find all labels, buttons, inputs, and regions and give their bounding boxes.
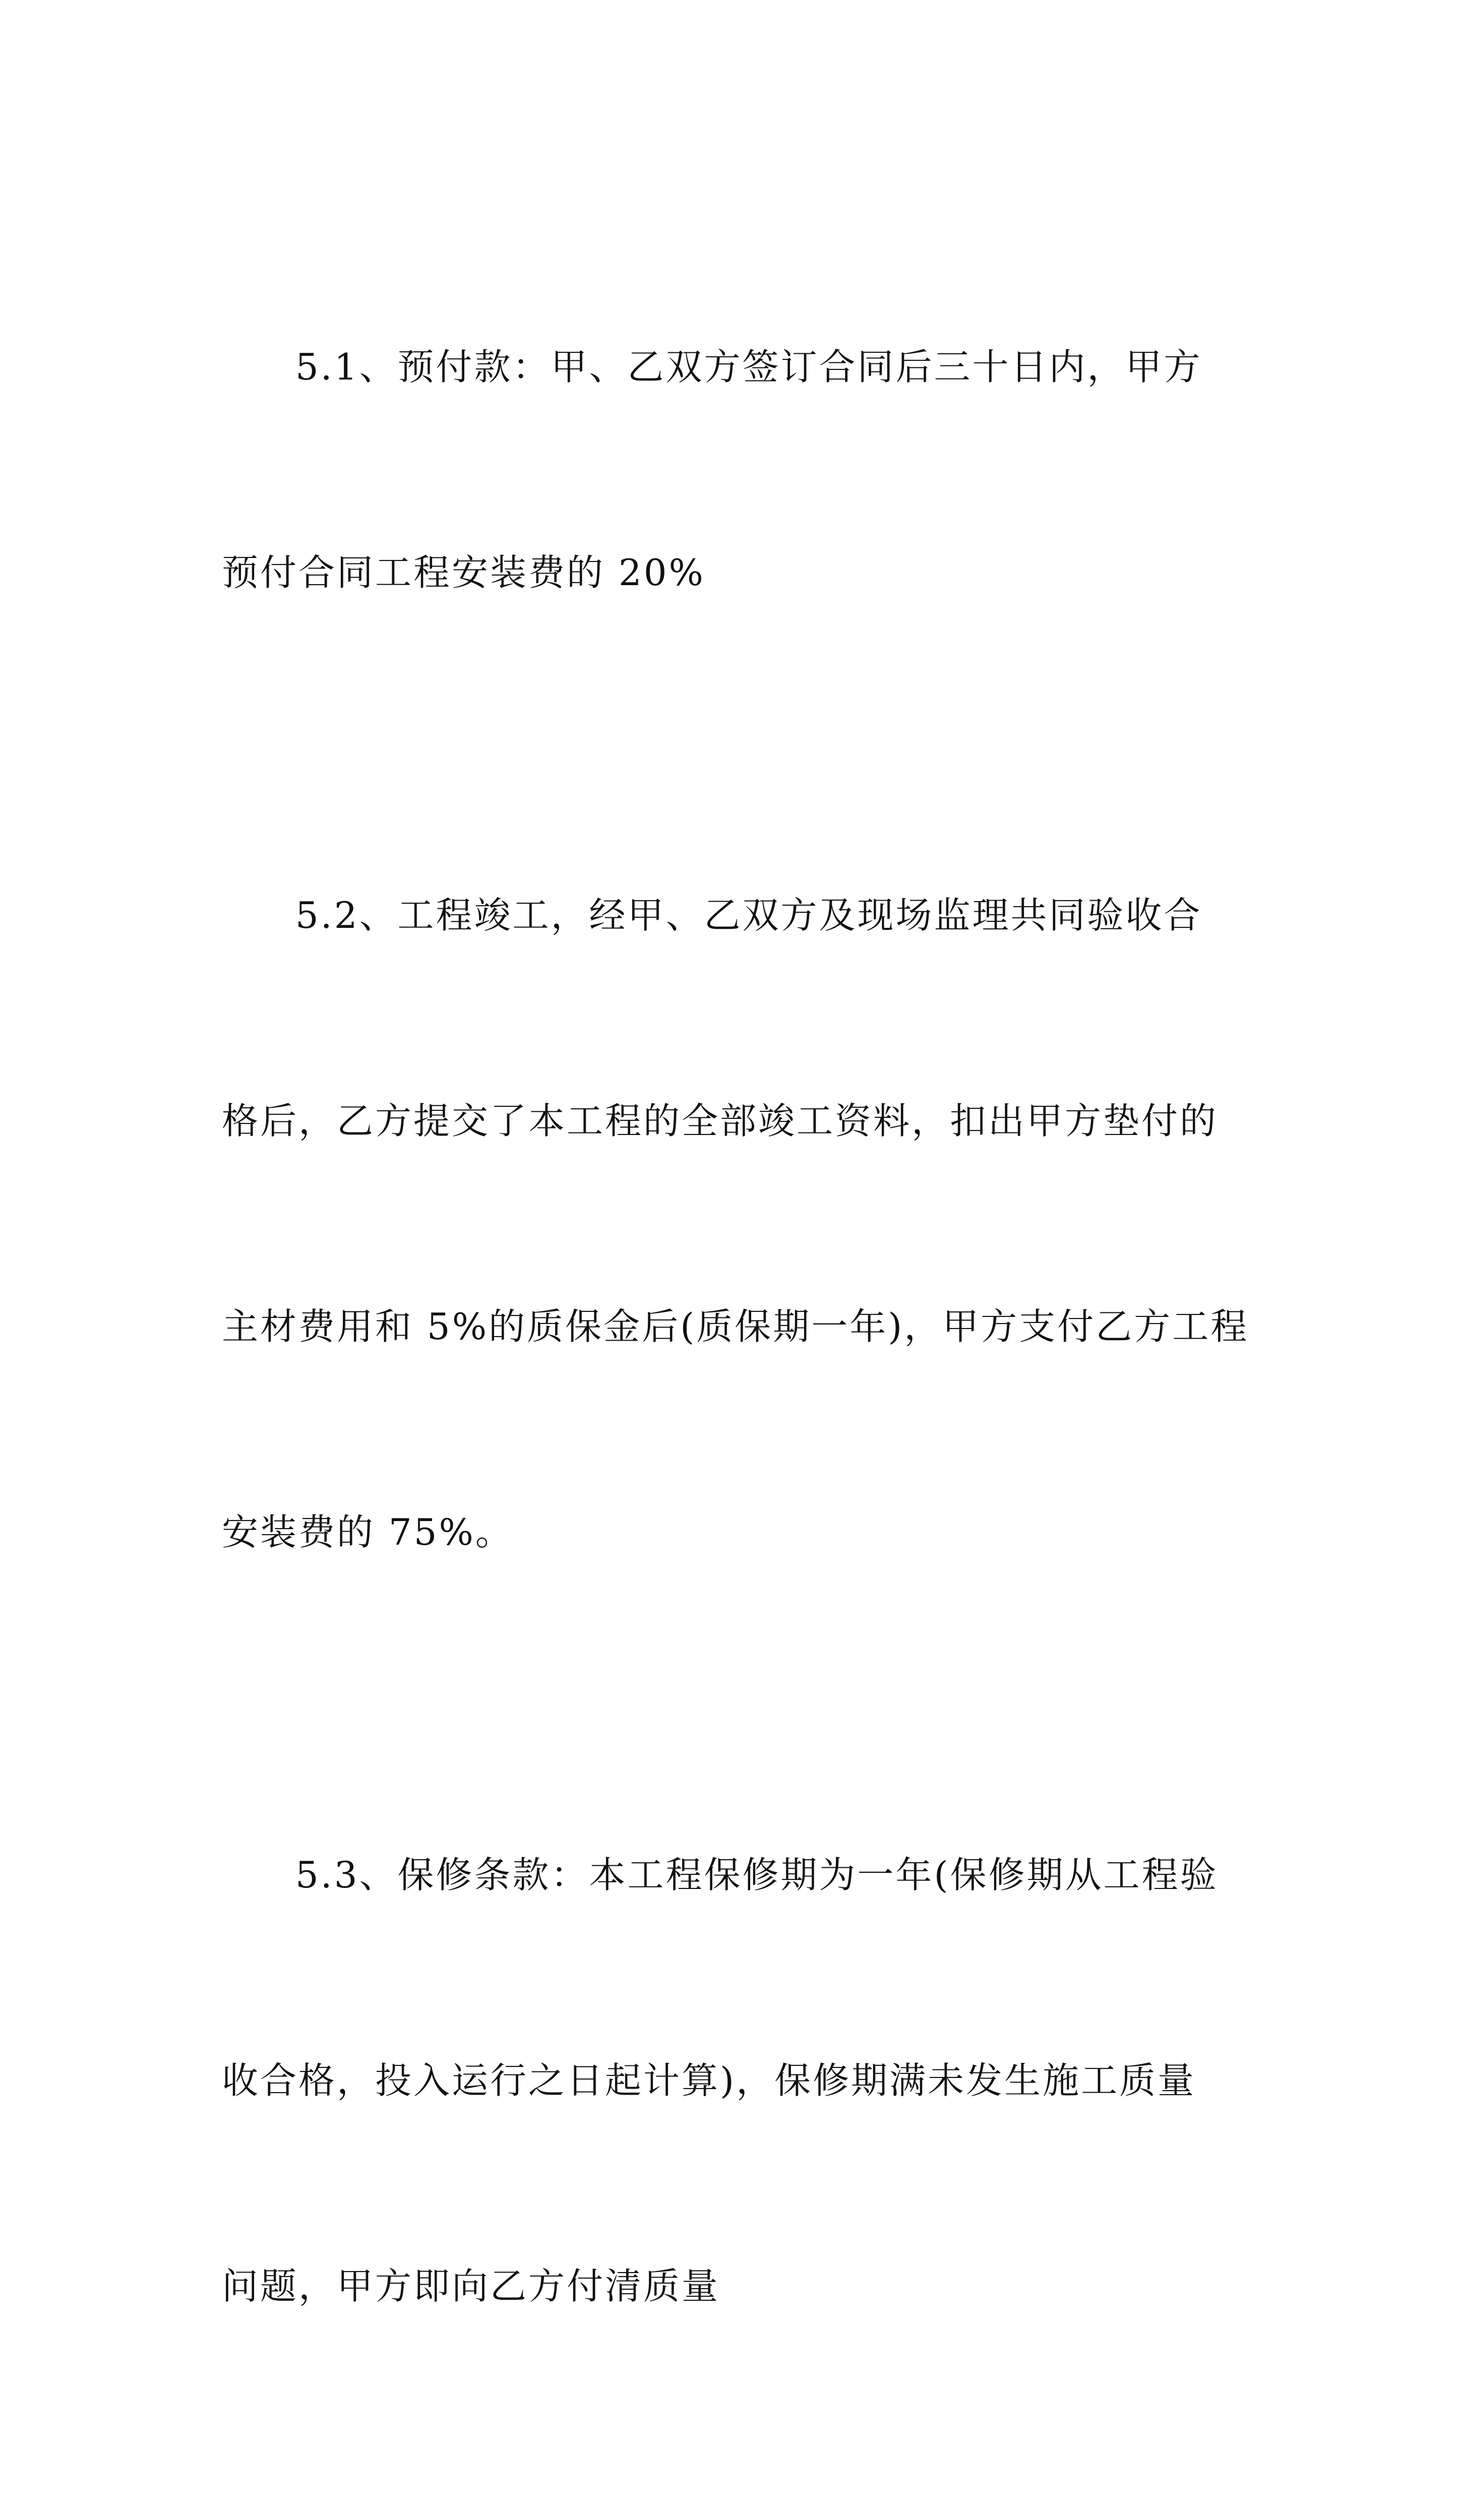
paragraph-5-3 bbox=[222, 1704, 1240, 2458]
paragraph-5-1 bbox=[222, 196, 1240, 744]
paragraph-5-2 bbox=[222, 744, 1249, 1704]
text-line: 预付合同工程安装费的 20% bbox=[222, 551, 705, 594]
document-body bbox=[222, 196, 1249, 2520]
paragraph-5-4 bbox=[222, 2458, 1240, 2520]
text-line: 5.3、保修条款：本工程保修期为一年(保修期从工程验 bbox=[295, 1854, 1219, 1896]
text-line: 5.2、工程竣工，经甲、乙双方及现场监理共同验收合 bbox=[295, 894, 1202, 936]
text-line: 格后，乙方提交了本工程的全部竣工资料，扣出甲方垫付的 bbox=[222, 1100, 1219, 1142]
text-line: 问题，甲方即向乙方付清质量 bbox=[222, 2265, 720, 2307]
text-line: 收合格，投入运行之日起计算)，保修期满未发生施工质量 bbox=[222, 2059, 1196, 2102]
text-line: 主材费用和 5%的质保金后(质保期一年)，甲方支付乙方工程 bbox=[222, 1305, 1249, 1348]
text-line: 5.1、预付款：甲、乙双方签订合同后三十日内，甲方 bbox=[295, 346, 1202, 388]
text-line: 安装费的 75%。 bbox=[222, 1511, 514, 1553]
